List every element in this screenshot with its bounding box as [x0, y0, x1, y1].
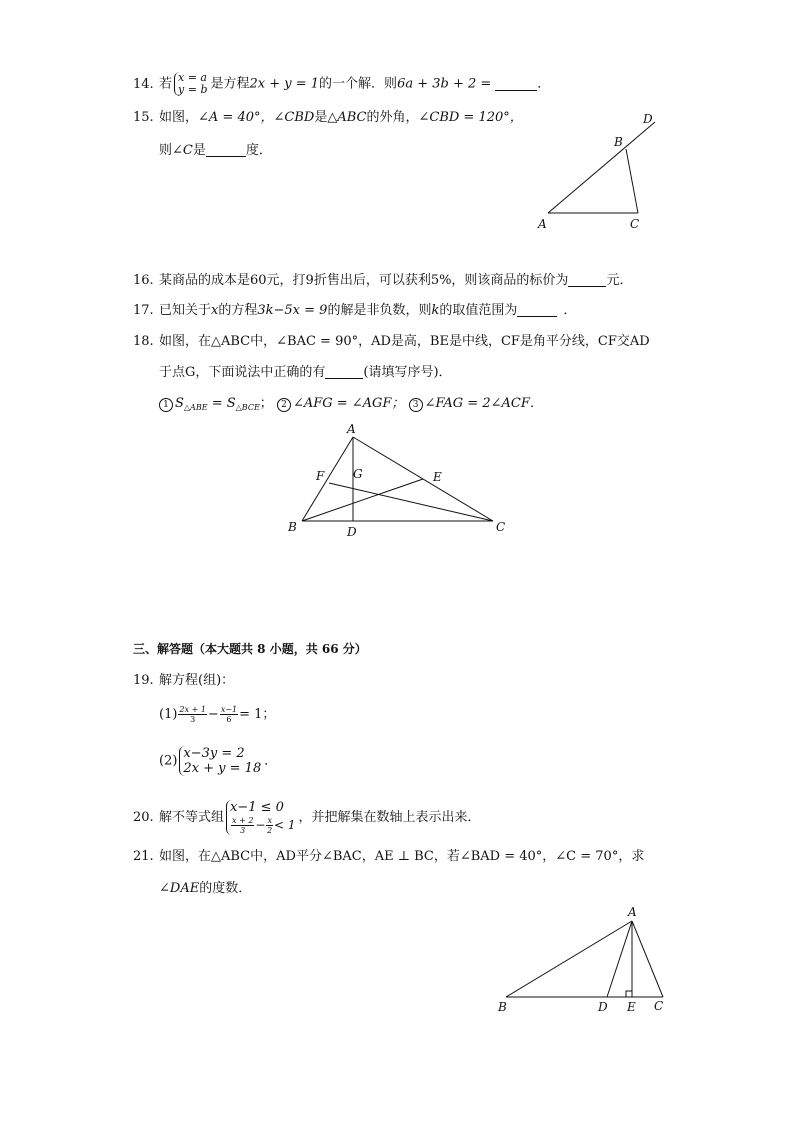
question-18-line-1: 18. 如图，在△ABC中，∠BAC = 90°，AD是高，BE是中线，CF是角平分线，CF交AD — [133, 334, 650, 349]
label-C: C — [654, 999, 664, 1013]
label-B: B — [614, 135, 623, 149]
label-F: F — [316, 469, 325, 483]
question-15-line-2: 则∠C是 度． — [159, 143, 272, 158]
label-A: A — [628, 905, 637, 919]
question-number: 19. — [133, 673, 154, 688]
question-19: 19. 解方程(组)： — [133, 673, 235, 688]
question-number: 20. — [133, 810, 154, 825]
question-number: 16. — [133, 273, 154, 288]
line-AB — [506, 921, 632, 997]
question-number: 14. — [133, 76, 154, 92]
equation-system: x = a y = b — [174, 72, 207, 96]
label-A: A — [538, 217, 547, 231]
question-21-line-1: 21. 如图，在△ABC中，AD平分∠BAC，AE ⊥ BC，若∠BAD = 40°，∠C = 70°，求 — [133, 849, 645, 864]
label-B: B — [498, 1000, 507, 1014]
label-C: C — [630, 217, 640, 231]
question-21-line-2: ∠DAE的度数． — [159, 881, 252, 896]
option-1-mark: 1 — [159, 398, 173, 412]
label-C: C — [496, 520, 506, 534]
question-19-part-1: (1) $\frac{2x + 1}{3}$ − $\frac{x-1}{6}$ = 1； — [159, 705, 276, 724]
question-14: 14. 若 x = a y = b 是方程2x + y = 1的一个解．则6a + 3b + 2 = ． — [133, 71, 551, 96]
right-angle-mark — [626, 991, 632, 997]
question-17: 17. 已知关于x的方程3k−5x = 9的解是非负数，则k的取值范围为 ． — [133, 303, 577, 318]
label-A: A — [347, 422, 356, 436]
option-3-mark: 3 — [409, 398, 423, 412]
equation-system: x−3y = 2 2x + y = 18 — [179, 746, 261, 776]
question-number: 17. — [133, 303, 154, 318]
line-AC — [632, 921, 663, 997]
label-B: B — [288, 520, 297, 534]
question-18-line-2: 于点G，下面说法中正确的有 (请填写序号)． — [159, 365, 452, 380]
label-E: E — [627, 1000, 636, 1014]
question-number: 18. — [133, 334, 154, 349]
question-15-line-1: 15. 如图，∠A = 40°，∠CBD是△ABC的外角，∠CBD = 120°， — [133, 110, 523, 125]
question-18-options: 1 $S_{\triangle ABE} = S_{\triangle BCE}$； 2 ∠AFG = ∠AGF； 3 ∠FAG = 2∠ACF． — [159, 395, 543, 417]
label-D: D — [643, 112, 653, 126]
question-number: 15. — [133, 110, 154, 125]
question-19-part-2: (2) x−3y = 2 2x + y = 18 ． — [159, 746, 278, 776]
question-number: 21. — [133, 849, 154, 864]
label-D: D — [347, 525, 357, 539]
section-title: 三、解答题（本大题共 8 小题，共 66 分） — [133, 642, 367, 656]
question-20: 20. 解不等式组 x−1 ≤ 0 $\frac{x + 2}{3}$ − $\frac{x}{2}$ < 1 ，并把解集在数轴上表示出来． — [133, 800, 481, 835]
label-D: D — [598, 1000, 608, 1014]
inequality-system: x−1 ≤ 0 $\frac{x + 2}{3}$ − $\frac{x}{2}$ < 1 — [226, 800, 295, 835]
label-G: G — [353, 467, 363, 481]
label-E: E — [433, 470, 442, 484]
option-2-mark: 2 — [277, 398, 291, 412]
question-16: 16. 某商品的成本是60元，打9折售出后，可以获利5%，则该商品的标价为 元． — [133, 273, 633, 288]
line-AD — [607, 921, 632, 997]
